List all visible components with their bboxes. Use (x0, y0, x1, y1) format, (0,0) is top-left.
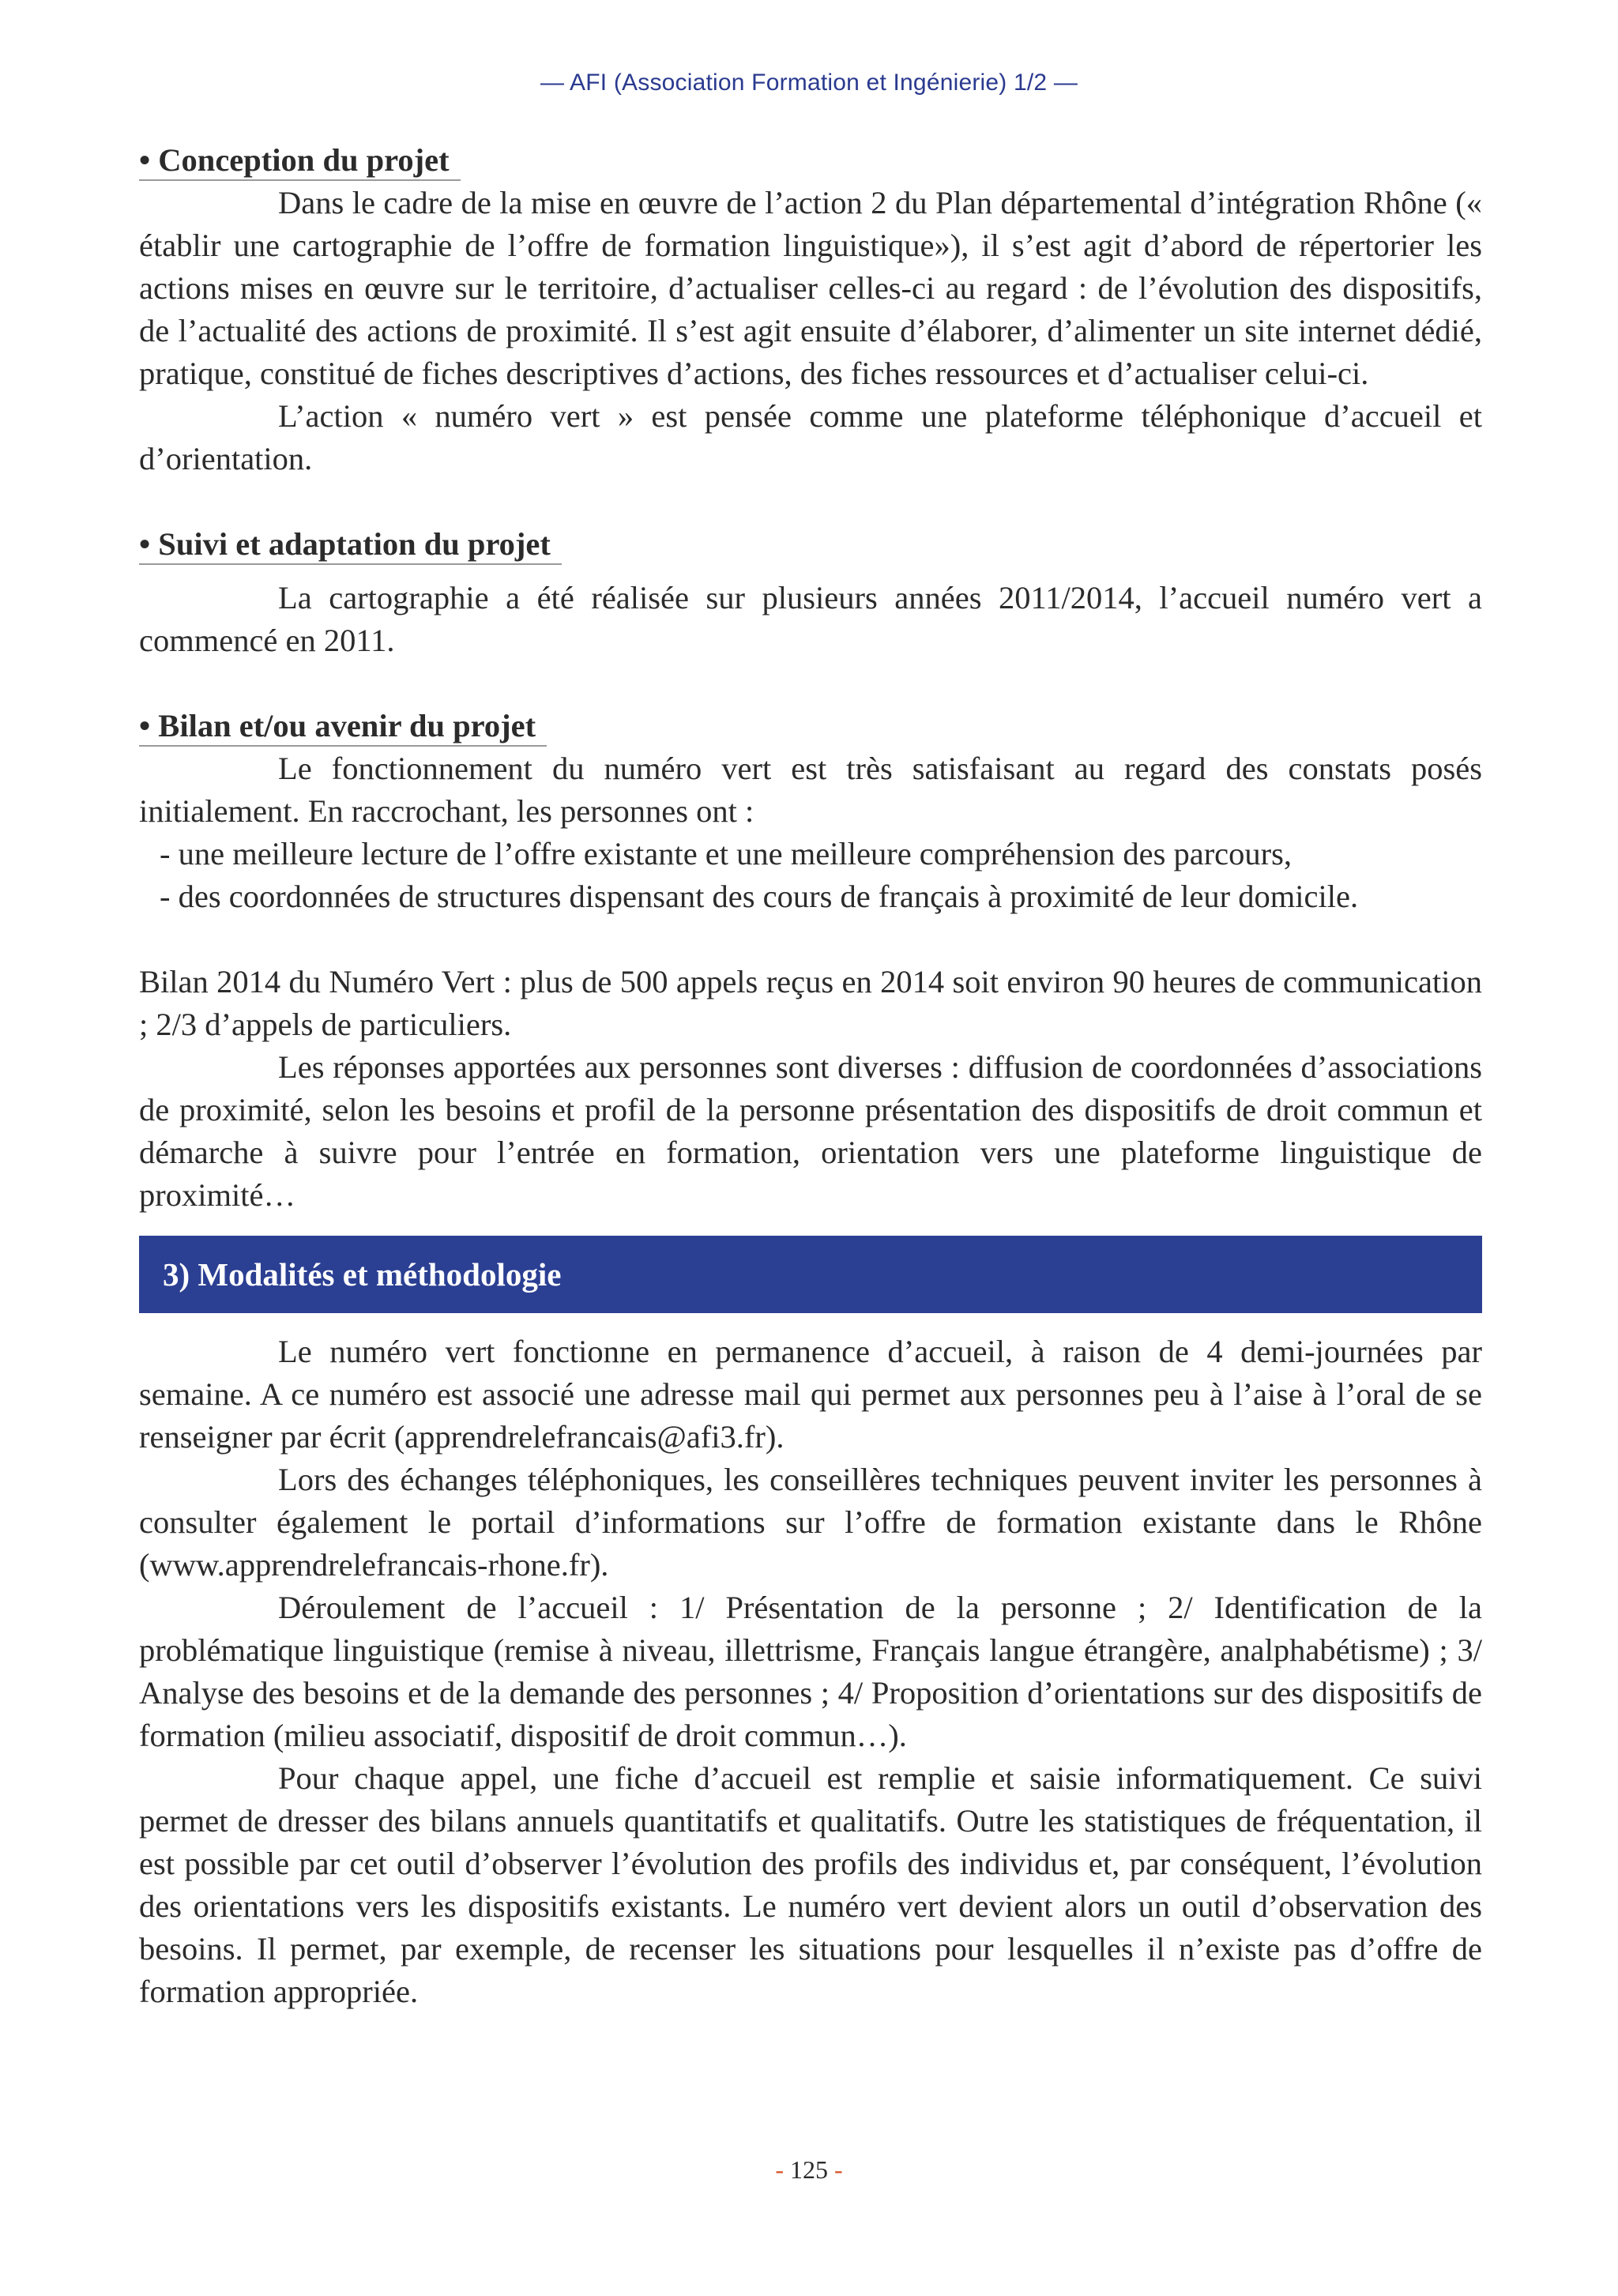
paragraph: Les réponses apportées aux personnes sont diverses : diffusion de coordonnées d’associations de proximité, selon les besoins et profil de la personne présentation des dispositifs de droit commun et démarche à suivre pour l’entrée en formation, orientation vers une plateforme linguistique de proximité… (139, 1049, 1482, 1213)
paragraph: L’action « numéro vert » est pensée comme une plateforme téléphonique d’accueil et d’orientation. (139, 398, 1482, 476)
paragraph: Déroulement de l’accueil : 1/ Présentation de la personne ; 2/ Identification de la problématique linguistique (remise à niveau, illettrisme, Français langue étrangère, analphabétisme) ; 3/ Analyse des besoins et de la demande des personnes ; 4/ Proposition d’orientations sur des dispositifs de formation (milieu associatif, dispositif de droit commun…). (139, 1590, 1482, 1753)
spacer (139, 918, 1482, 961)
section-banner-modalites: 3) Modalités et méthodologie (139, 1236, 1482, 1313)
page-body (139, 139, 1482, 2013)
section-suivi (139, 523, 1482, 662)
running-header: — AFI (Association Formation et Ingénierie) 1/2 — (540, 70, 1078, 96)
page-footer (0, 2155, 1618, 2185)
section-conception (139, 139, 1482, 480)
list-item: - des coordonnées de structures dispensant des cours de français à proximité de leur domicile. (160, 879, 1359, 914)
section-title-suivi: • Suivi et adaptation du projet (139, 525, 562, 565)
section-bilan (139, 705, 1482, 1217)
section-title-conception: • Conception du projet (139, 141, 461, 181)
paragraph: Bilan 2014 du Numéro Vert : plus de 500 appels reçus en 2014 soit environ 90 heures de communication ; 2/3 d’appels de particuliers. (139, 964, 1482, 1042)
spacer (139, 566, 1482, 577)
spacer (139, 480, 1482, 523)
paragraph: Le fonctionnement du numéro vert est très satisfaisant au regard des constats posés initialement. En raccrochant, les personnes ont : (139, 751, 1482, 829)
paragraph: La cartographie a été réalisée sur plusieurs années 2011/2014, l’accueil numéro vert a commencé en 2011. (139, 580, 1482, 658)
footer-dash-right: - (834, 2155, 843, 2184)
paragraph: Lors des échanges téléphoniques, les conseillères techniques peuvent inviter les personnes à consulter également le portail d’informations sur l’offre de formation existante dans le Rhône (www.apprendrelefrancais-rhone.fr). (139, 1462, 1482, 1583)
section-modalites (139, 1331, 1482, 2013)
section-title-bilan: • Bilan et/ou avenir du projet (139, 707, 547, 747)
paragraph: Le numéro vert fonctionne en permanence d’accueil, à raison de 4 demi-journées par semaine. A ce numéro est associé une adresse mail qui permet aux personnes peu à l’aise à l’oral de se renseigner par écrit (apprendrelefrancais@afi3.fr). (139, 1334, 1482, 1455)
list-item: - une meilleure lecture de l’offre existante et une meilleure compréhension des parcours, (160, 836, 1293, 871)
spacer (139, 662, 1482, 705)
bilan-list (139, 833, 1482, 918)
paragraph: Pour chaque appel, une fiche d’accueil est remplie et saisie informatiquement. Ce suivi permet de dresser des bilans annuels quantitatifs et qualitatifs. Outre les statistiques de fréquentation, il est possible par cet outil d’observer l’évolution des profils des individus et, par conséquent, l’évolution des orientations vers les dispositifs existants. Le numéro vert devient alors un outil d’observation des besoins. Il permet, par exemple, de recenser les situations pour lesquelles il n’existe pas d’offre de formation appropriée. (139, 1760, 1482, 2009)
paragraph: Dans le cadre de la mise en œuvre de l’action 2 du Plan départemental d’intégration Rhône (« établir une cartographie de l’offre de formation linguistique»), il s’est agit d’abord de répertorier les actions mises en œuvre sur le territoire, d’actualiser celles-ci au regard : de l’évolution des dispositifs, de l’actualité des actions de proximité. Il s’est agit ensuite d’élaborer, d’alimenter un site internet dédié, pratique, constitué de fiches descriptives d’actions, des fiches ressources et d’actualiser celui-ci. (139, 185, 1482, 391)
footer-dash-left: - (775, 2155, 784, 2184)
page-number: 125 (790, 2155, 828, 2184)
